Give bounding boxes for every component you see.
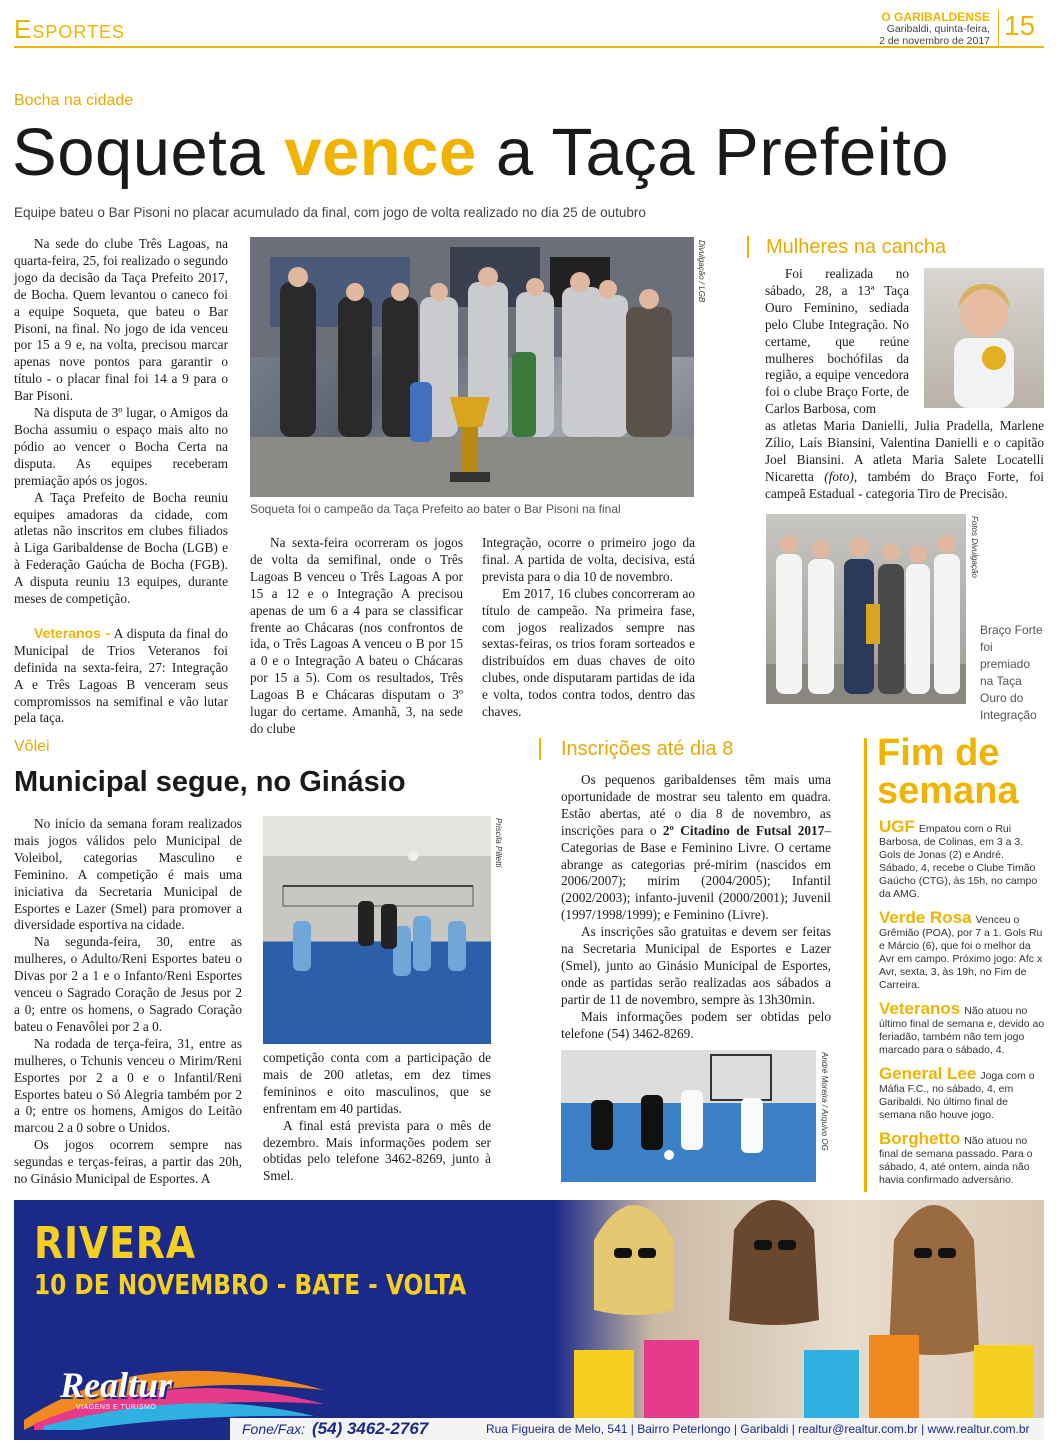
volley-photo	[263, 816, 491, 1044]
ad-footer	[230, 1418, 1044, 1440]
braco-forte-photo	[766, 514, 966, 704]
weekend-team: Verde Rosa	[879, 908, 972, 927]
women-text-wide	[765, 418, 1044, 503]
shoppers-illustration	[554, 1200, 1044, 1418]
weekend-team: UGF	[879, 817, 915, 836]
women-photo-credit: Fotos Divulgação	[970, 516, 979, 578]
futsal-paragraph: As inscrições são gratuitas e devem ser feitas na Secretaria Municipal de Esportes e Lazer (Smel), junto ao Ginásio Municipal de Esportes, onde as partidas serão realizadas aos sábados a partir de 11 de novembro, sempre às 13h30min.	[561, 924, 831, 1007]
story-column-2	[250, 535, 463, 738]
weekend-text: Empatou com o Rui Barbosa, de Colinas, em 3 a 3. Gols de Jonas (2) e André. Sábado, 4, recebe o Clube Timão Gaúcho (CTG), às 15h, no campo da AMG.	[879, 823, 1038, 900]
women-text-part: as atletas Maria Danielli, Julia Pradella, Marlene Zílio, Laís Biansini, Valentina Danielli e o capitão Joel Biansini. A atleta Maria Salete Locatelli Nicaretta	[765, 418, 1044, 484]
story-column-1	[14, 236, 228, 727]
weekend-team: Veteranos	[879, 999, 961, 1018]
header-location: Garibaldi, quinta-feira,	[886, 23, 990, 35]
weekend-rule	[864, 738, 867, 1192]
ad-phone: (54) 3462-2767	[312, 1419, 429, 1438]
ad-title: RIVERA	[34, 1218, 196, 1269]
weekend-title-line: semana	[877, 770, 1019, 812]
weekend-list	[879, 817, 1045, 1187]
weekend-text: Não atuou no final de semana passado. Para o sábado, 4, até ontem, ainda não havia confirmado adversário.	[879, 1135, 1033, 1186]
story-subhead: Equipe bateu o Bar Pisoni no placar acumulado da final, com jogo de volta realizado no dia 25 de outubro	[14, 205, 646, 220]
braco-forte-illustration	[766, 514, 966, 704]
story-paragraph: A Taça Prefeito de Bocha reuniu equipes amadoras da cidade, com atletas não inscritos em clubes filiados à Liga Garibaldense de Bocha (LGB) e à Federação Gaúcha de Bocha (FGB). A disputa reuniu 13 equipes, durante meses de competição.	[14, 489, 228, 607]
page-number-divider	[998, 10, 999, 46]
volley-paragraph: No início da semana foram realizados mais jogos válidos pelo Municipal de Voleibol, categorias Masculino e Feminino. A competição é mais uma iniciativa da Secretaria Municipal de Esportes e Lazer (Smel) para promover a diversidade esportiva na cidade.	[14, 816, 242, 933]
weekend-item	[879, 1064, 1045, 1122]
bocha-team-photo	[250, 237, 694, 497]
veteranos-lead: Veteranos -	[34, 624, 111, 641]
story-column-3	[482, 535, 695, 721]
futsal-photo-credit: André Moreira / Arquivo OG	[820, 1052, 829, 1151]
volley-photo-credit: Priscila Pilletti	[494, 818, 503, 868]
section-title: Esportes	[14, 14, 126, 44]
story-kicker: Bocha na cidade	[14, 92, 134, 109]
volley-column-2	[263, 1050, 491, 1185]
women-text-part: , também do Braço Forte, foi campeã Estadual - categoria Tiro de Precisão.	[765, 468, 1044, 501]
weekend-team: General Lee	[879, 1064, 977, 1083]
volley-illustration	[263, 816, 491, 1044]
women-paragraph: Foi realizada no sábado, 28, a 13ª Taça Ouro Feminino, sediada pelo Clube Integração. No certame, que reúne mulheres bochófilas da região, a equipe vencedora foi o clube Braço Forte, de Carlos Barbosa, com	[765, 266, 909, 417]
page-number: 15	[1004, 10, 1036, 41]
weekend-item	[879, 908, 1045, 992]
story-headline	[12, 108, 949, 198]
futsal-illustration	[561, 1050, 816, 1182]
ad-image-area	[554, 1200, 1044, 1418]
volley-headline: Municipal segue, no Ginásio	[14, 766, 406, 798]
women-rule	[747, 236, 749, 258]
veteranos-paragraph	[14, 625, 228, 727]
futsal-text	[561, 772, 831, 1043]
women-paragraph	[765, 418, 1044, 503]
volley-paragraph: competição conta com a participação de mais de 200 atletas, em dez times femininos e oito masculinos, que se enfrentam em 40 partidas.	[263, 1050, 491, 1116]
women-text-narrow	[765, 266, 909, 418]
volley-paragraph: Os jogos ocorrem sempre nas segundas e terças-feiras, a partir das 20h, no Ginásio Municipal de Esportes. A	[14, 1137, 242, 1187]
ad-logo-sub: VIAGENS E TURISMO	[76, 1404, 157, 1411]
futsal-photo	[561, 1050, 816, 1182]
ad-subtitle: 10 DE NOVEMBRO - BATE - VOLTA	[34, 1268, 467, 1301]
bocha-photo-caption: Soqueta foi o campeão da Taça Prefeito ao bater o Bar Pisoni na final	[250, 502, 621, 516]
headline-part-1: Soqueta	[12, 115, 266, 190]
futsal-event-name: 2º Citadino de Futsal 2017	[662, 822, 825, 838]
veteranos-text: A disputa da final do Municipal de Trios Veteranos foi definida na sexta-feira, 27: Integração A e Três Lagoas B venceram seus compromissos na semifinal e vão lutar pela taça.	[14, 625, 228, 726]
weekend-title	[877, 734, 1019, 810]
portrait-illustration	[924, 268, 1044, 408]
women-foto-note: (foto)	[824, 468, 854, 484]
volley-paragraph: Na rodada de terça-feira, 31, entre as mulheres, o Tchunis venceu o Mirim/Reni Esportes por 2 a 0 e o Infantil/Reni Esportes bateu o Só Alegria também por 2 a 0; entre os homens, Amigos do Leitão marcou 2 a 0 sobre o Unidos.	[14, 1035, 242, 1136]
newspaper-name: O GARIBALDENSE	[881, 10, 990, 24]
story-paragraph: Integração, ocorre o primeiro jogo da final. A partida de volta, decisiva, está prevista para o dia 10 de novembro.	[482, 535, 695, 584]
weekend-text: Venceu o Grêmião (POA), por 7 a 1. Gols Ru e Márcio (6), que foi o melhor da Avr em campo. Próximo jogo: Afc x Avr, sexta, 3, às 19h, no Fim de Carreira.	[879, 914, 1043, 991]
futsal-text-part: Os pequenos garibaldenses têm mais uma oportunidade de mostrar seu talento em quadra. Estão abertas, até o dia 8 de novembro, as inscrições para o	[561, 772, 831, 838]
volley-paragraph: A final está prevista para o mês de dezembro. Mais informações podem ser obtidas pelo telefone 3462-8269, junto à Smel.	[263, 1117, 491, 1184]
weekend-team: Borghetto	[879, 1129, 961, 1148]
women-kicker: Mulheres na cancha	[766, 236, 947, 258]
futsal-text-part: – Categorias de Base e Feminino Livre. O certame abrange as categorias pré-mirim (nascidos em 2006/2007); mirim (2004/2005); Infantil (2002/2003); infanto-juvenil (2000/2001); Juvenil (1997/1998/1999); e Feminino (Livre).	[561, 822, 831, 923]
women-portrait-photo	[924, 268, 1044, 408]
volley-column-1	[14, 816, 242, 1188]
headline-part-3: a Taça Prefeito	[495, 115, 950, 190]
header-date: 2 de novembro de 2017	[879, 35, 990, 47]
realtur-ad	[14, 1200, 1044, 1440]
bocha-photo-credit: Divulgação / LGB	[697, 240, 706, 303]
futsal-paragraph: Mais informações podem ser obtidas pelo telefone (54) 3462-8269.	[561, 1008, 831, 1041]
story-paragraph: Na sede do clube Três Lagoas, na quarta-feira, 25, foi realizado o segundo jogo da decisão da Taça Prefeito 2017, de Bocha. Quem levantou o caneco foi a equipe Soqueta, que bateu o Bar Pisoni, na final. No jogo de ida venceu por 15 a 9 e, na volta, precisou marcar apenas nove pontos para garantir o título - o placar final foi 14 a 9 para o Bar Pisoni.	[14, 236, 228, 404]
weekend-item	[879, 817, 1045, 901]
ad-address: Rua Figueira de Melo, 541 | Bairro Peterlongo | Garibaldi | realtur@realtur.com.br | www.realtur.com.br	[486, 1422, 1030, 1436]
story-paragraph: Na sexta-feira ocorreram os jogos de volta da semifinal, onde o Três Lagoas B venceu o Três Lagoas A por 15 a 12 e o Integração A precisou apenas de um 6 a 4 para se classificar frente ao Chácaras (nos confrontos de ida, o Três Lagoas A venceu o B por 15 a 0 e o Integração A bateu o Chácaras por 15 a 5). Com os resultados, Três Lagoas B e Chácaras disputam o 3º lugar do certame. Amanhã, 3, na sede do clube	[250, 535, 463, 736]
weekend-text: Joga com o Máfia F.C., no sábado, 4, em Garibaldi. No último final de semana não houve jogo.	[879, 1070, 1035, 1121]
women-photo-caption: Braço Forte foi premiado na Taça Ouro do Integração	[980, 623, 1043, 722]
ad-phone-label: Fone/Fax:	[242, 1421, 306, 1437]
futsal-rule	[539, 738, 541, 760]
weekend-text: Não atuou no último final de semana e, devido ao feriadão, também não tem jogo marcado para o sábado, 4.	[879, 1005, 1045, 1056]
futsal-kicker: Inscrições até dia 8	[561, 738, 734, 760]
volley-kicker: Vôlei	[14, 738, 50, 755]
headline-part-2: vence	[284, 115, 477, 190]
story-paragraph: Na disputa de 3º lugar, o Amigos da Bocha assumiu o espaço mais alto no pódio ao vencer o Bocha Certa na disputa. As equipes receberam premiação após os jogos.	[14, 405, 228, 488]
futsal-paragraph	[561, 772, 831, 924]
story-paragraph: Em 2017, 16 clubes concorreram ao título de campeão. Na primeira fase, com jogos realizados sempre nas sextas-feiras, os trios foram sorteados e distribuídos em duas chaves de oito clubes, onde disputaram partidas de ida e volta, todos contra todos, dentro das chaves.	[482, 585, 695, 720]
volley-paragraph: Na segunda-feira, 30, entre as mulheres, o Adulto/Reni Esportes bateu o Divas por 2 a 1 e o Infanto/Reni Esportes venceu o Sagrado Coração de Jesus por 2 a 0; entre os homens, o Sagrado Coração bateu o Fenavôlei por 2 a 0.	[14, 934, 242, 1034]
ad-logo: Realtur	[60, 1365, 173, 1405]
weekend-title-line: Fim de	[877, 732, 1000, 774]
weekend-item	[879, 999, 1045, 1057]
team-photo-illustration	[250, 237, 694, 497]
weekend-item	[879, 1129, 1045, 1187]
